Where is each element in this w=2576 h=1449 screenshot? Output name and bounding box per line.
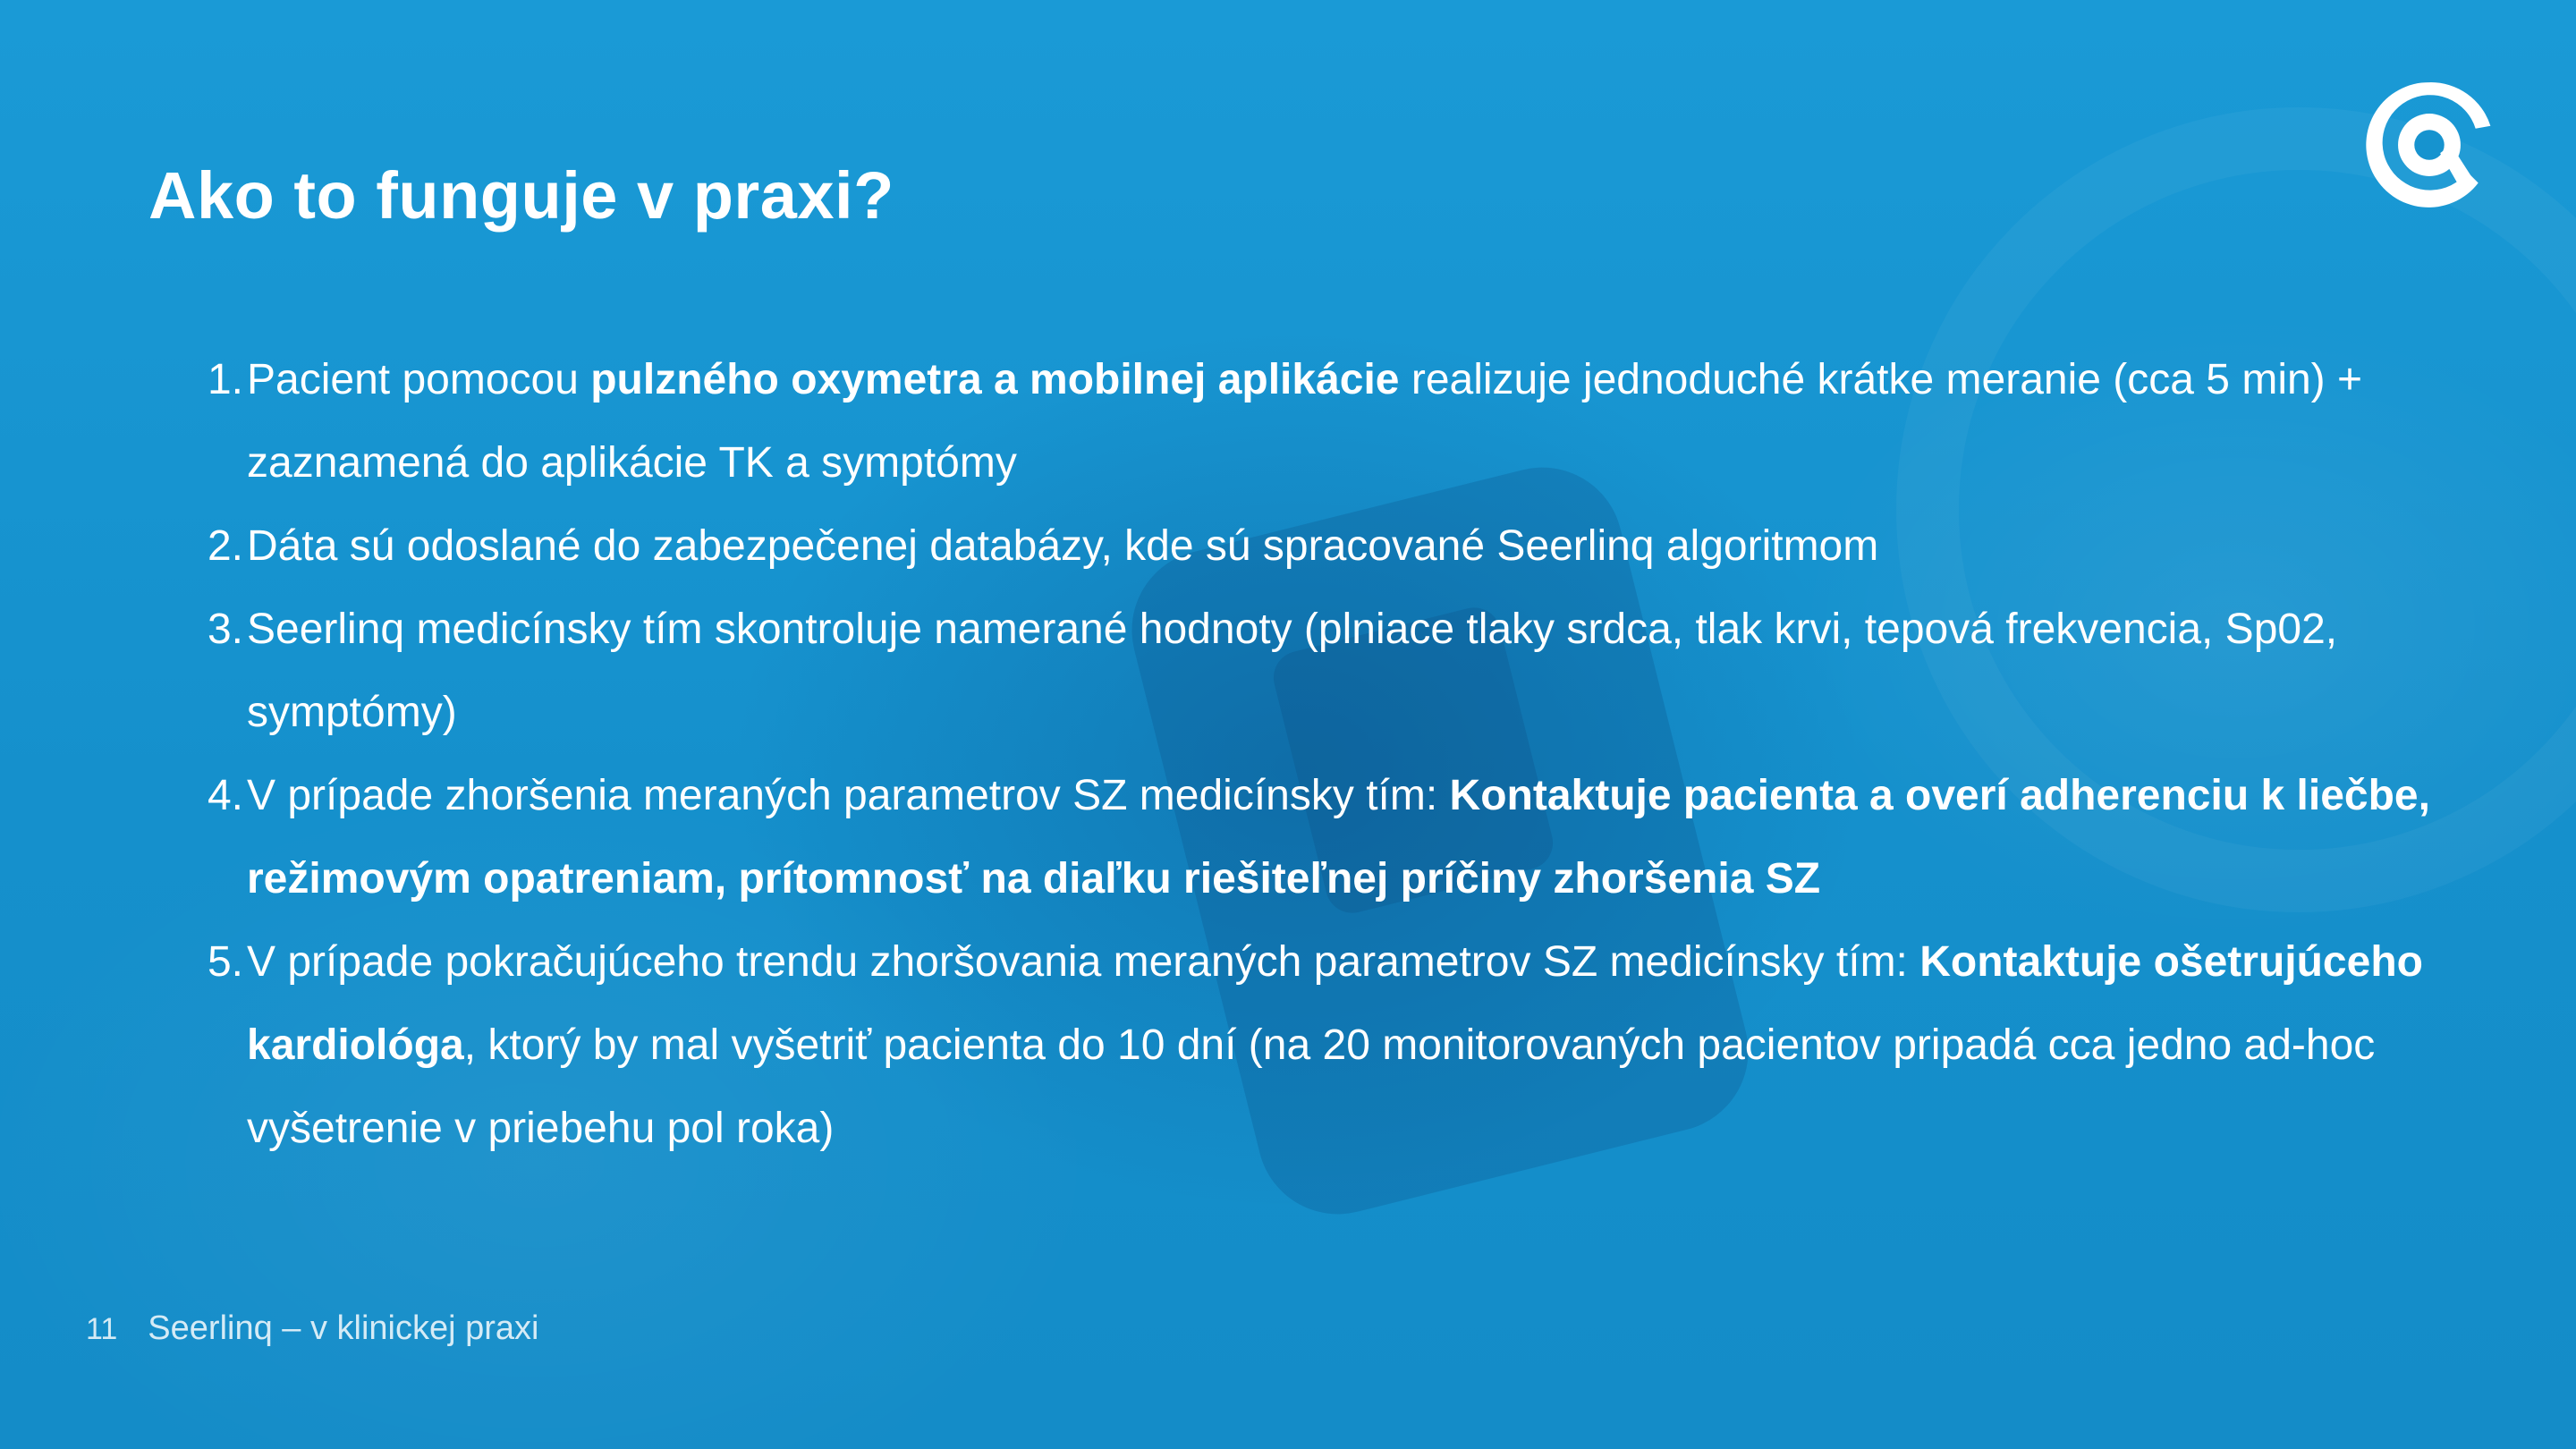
steps-list <box>157 338 2447 1170</box>
footer <box>86 1309 538 1348</box>
list-item <box>157 754 2447 920</box>
list-item-text: Dáta sú odoslané do zabezpečenej databázy, kde sú spracované Seerlinq algoritmom <box>247 522 1879 570</box>
list-item-number: 1. <box>207 356 243 403</box>
list-item-bold-text: pulzného oxymetra a mobilnej aplikácie <box>590 356 1400 403</box>
list-item-number: 4. <box>207 772 243 819</box>
list-item-text: , ktorý by mal vyšetriť pacienta do 10 dní (na 20 monitorovaných pacientov pripadá cca jedno ad-hoc vyšetrenie v priebehu pol roka) <box>247 1021 2376 1152</box>
list-item <box>157 338 2447 504</box>
list-item <box>157 920 2447 1170</box>
list-item <box>157 504 2447 588</box>
slide-title: Ako to funguje v praxi? <box>148 158 894 233</box>
page-number: 11 <box>86 1312 118 1346</box>
list-item-text: realizuje jednoduché krátke meranie (cca 5 min) + zaznamená do aplikácie TK a symptómy <box>247 356 2363 487</box>
list-item-text: V prípade zhoršenia meraných parametrov SZ medicínsky tím: <box>247 772 1450 819</box>
footer-text: Seerlinq – v klinickej praxi <box>148 1309 539 1347</box>
list-item-text: Pacient pomocou <box>247 356 591 403</box>
list-item-number: 2. <box>207 522 243 570</box>
list-item-text: Seerlinq medicínsky tím skontroluje namerané hodnoty (plniace tlaky srdca, tlak krvi, tepová frekvencia, Sp02, symptómy) <box>247 606 2338 736</box>
list-item-text: V prípade pokračujúceho trendu zhoršovania meraných parametrov SZ medicínsky tím: <box>247 938 1920 986</box>
list-item-bold-text: Kontaktuje ošetrujúceho kardiológa <box>247 938 2423 1069</box>
seerlinq-logo-icon <box>2361 77 2497 213</box>
list-item <box>157 588 2447 754</box>
list-item-number: 3. <box>207 606 243 653</box>
list-item-bold-text: Kontaktuje pacienta a overí adherenciu k liečbe, režimovým opatreniam, prítomnosť na diaľku riešiteľnej príčiny zhoršenia SZ <box>247 772 2430 902</box>
list-item-number: 5. <box>207 938 243 986</box>
